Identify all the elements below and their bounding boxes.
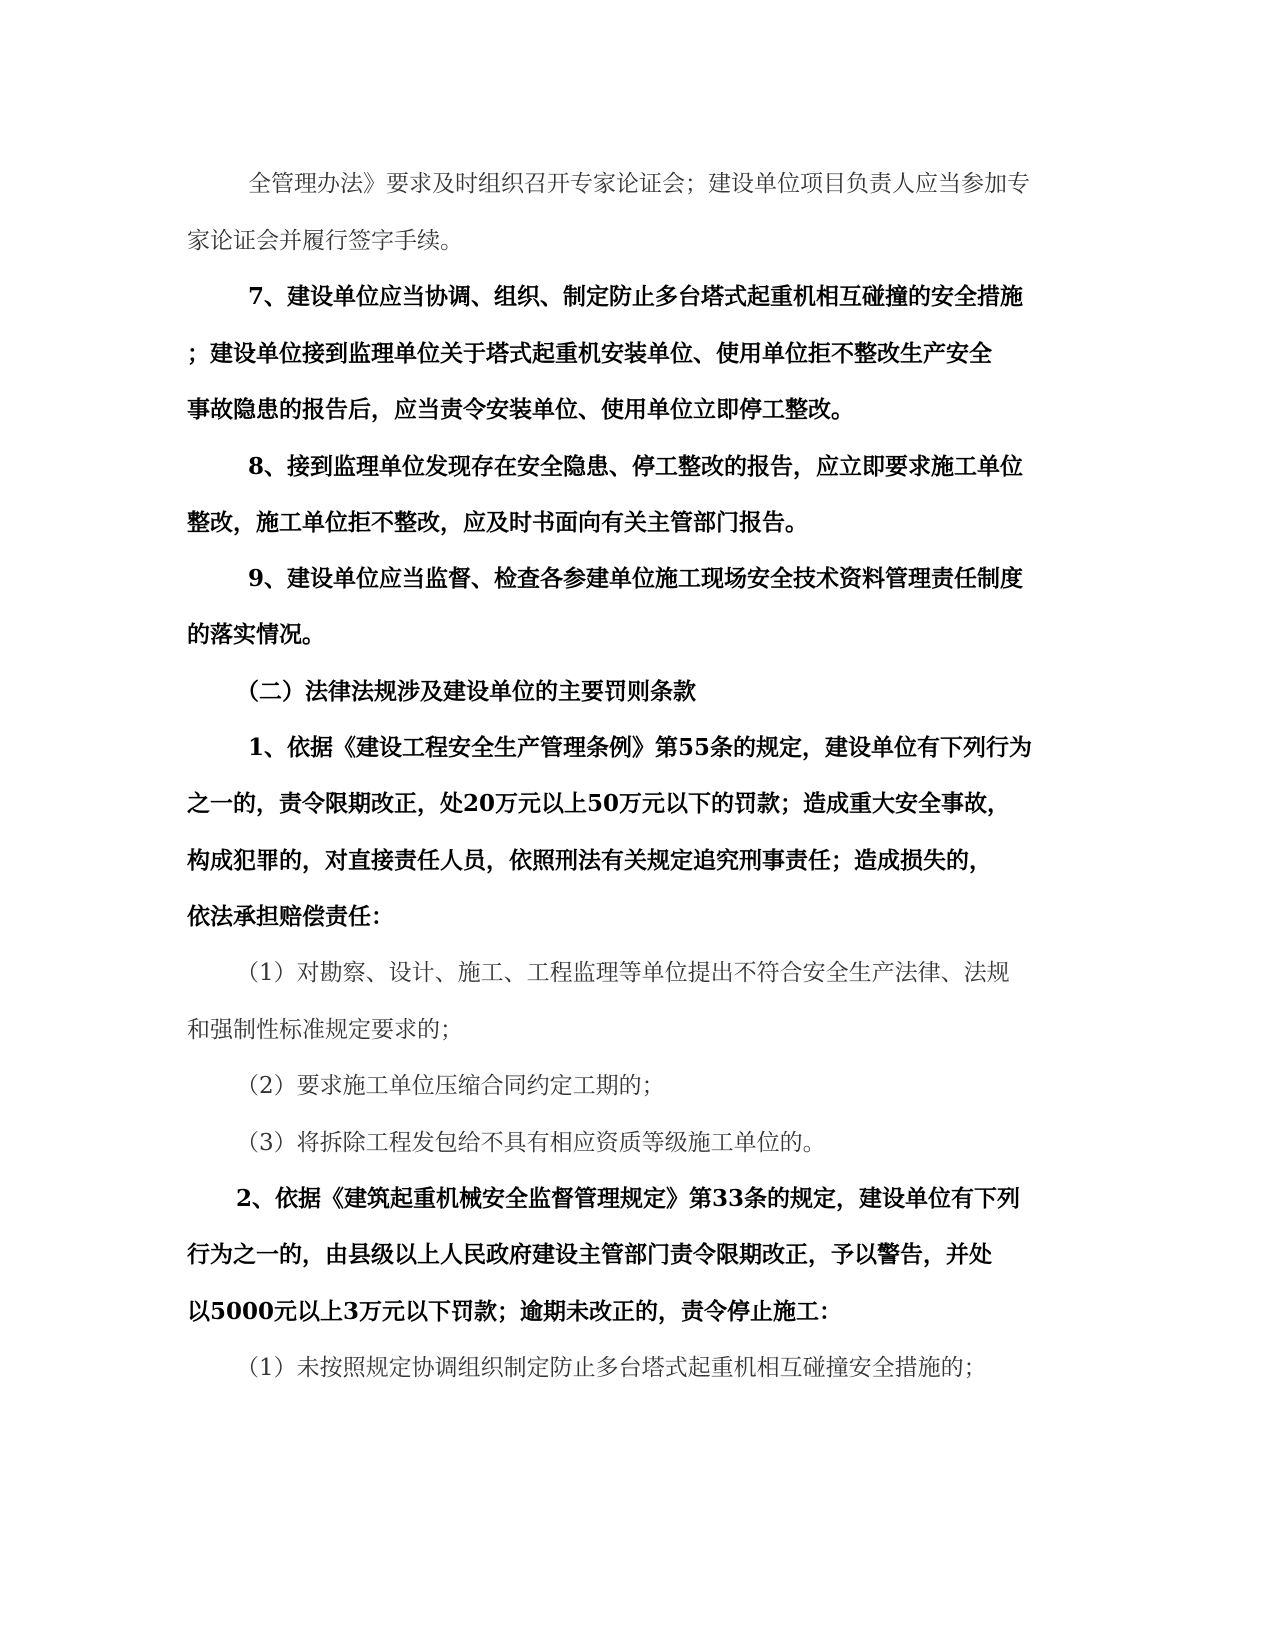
- para-top-line-1: 全管理办法》要求及时组织召开专家论证会；建设单位项目负责人应当参加专: [248, 171, 1030, 197]
- clause-1-sub-1-line-1: （1）对勘察、设计、施工、工程监理等单位提出不符合安全生产法律、法规: [236, 960, 1010, 986]
- clause-1-line-1: 1、依据《建设工程安全生产管理条例》第55条的规定，建设单位有下列行为: [248, 734, 1033, 761]
- clause-1-sub-1-line-2: 和强制性标准规定要求的；: [187, 1017, 463, 1043]
- clause-1-sub-3: （3）将拆除工程发包给不具有相应资质等级施工单位的。: [236, 1130, 826, 1156]
- clause-1-sub-2: （2）要求施工单位压缩合同约定工期的；: [236, 1073, 665, 1099]
- clause-2-line-3: 以5000元以上3万元以下罚款；逾期未改正的，责令停止施工：: [187, 1298, 843, 1325]
- item-7-line-2: ；建设单位接到监理单位关于塔式起重机安装单位、使用单位拒不整改生产安全: [187, 340, 992, 367]
- para-top-line-2: 家论证会并履行签字手续。: [187, 228, 463, 254]
- clause-2-sub-1: （1）未按照规定协调组织制定防止多台塔式起重机相互碰撞安全措施的；: [236, 1355, 987, 1381]
- item-9-line-1: 9、建设单位应当监督、检查各参建单位施工现场安全技术资料管理责任制度: [248, 565, 1024, 592]
- clause-1-line-3: 构成犯罪的，对直接责任人员，依照刑法有关规定追究刑事责任；造成损失的，: [187, 847, 992, 874]
- item-9-line-2: 的落实情况。: [187, 621, 325, 648]
- clause-1-line-2: 之一的，责令限期改正，处20万元以上50万元以下的罚款；造成重大安全事故，: [187, 790, 1011, 817]
- clause-2-line-2: 行为之一的，由县级以上人民政府建设主管部门责令限期改正，予以警告，并处: [187, 1241, 992, 1268]
- item-8-line-1: 8、接到监理单位发现存在安全隐患、停工整改的报告，应立即要求施工单位: [248, 453, 1024, 480]
- item-8-line-2: 整改，施工单位拒不整改，应及时书面向有关主管部门报告。: [187, 509, 808, 536]
- item-7-line-1: 7、建设单位应当协调、组织、制定防止多台塔式起重机相互碰撞的安全措施: [248, 283, 1024, 310]
- item-7-line-3: 事故隐患的报告后，应当责令安装单位、使用单位立即停工整改。: [187, 396, 854, 423]
- clause-1-line-4: 依法承担赔偿责任：: [187, 903, 394, 930]
- section-heading: （二）法律法规涉及建设单位的主要罚则条款: [236, 678, 696, 705]
- clause-2-line-1: 2、依据《建筑起重机械安全监督管理规定》第33条的规定，建设单位有下列: [236, 1185, 1021, 1212]
